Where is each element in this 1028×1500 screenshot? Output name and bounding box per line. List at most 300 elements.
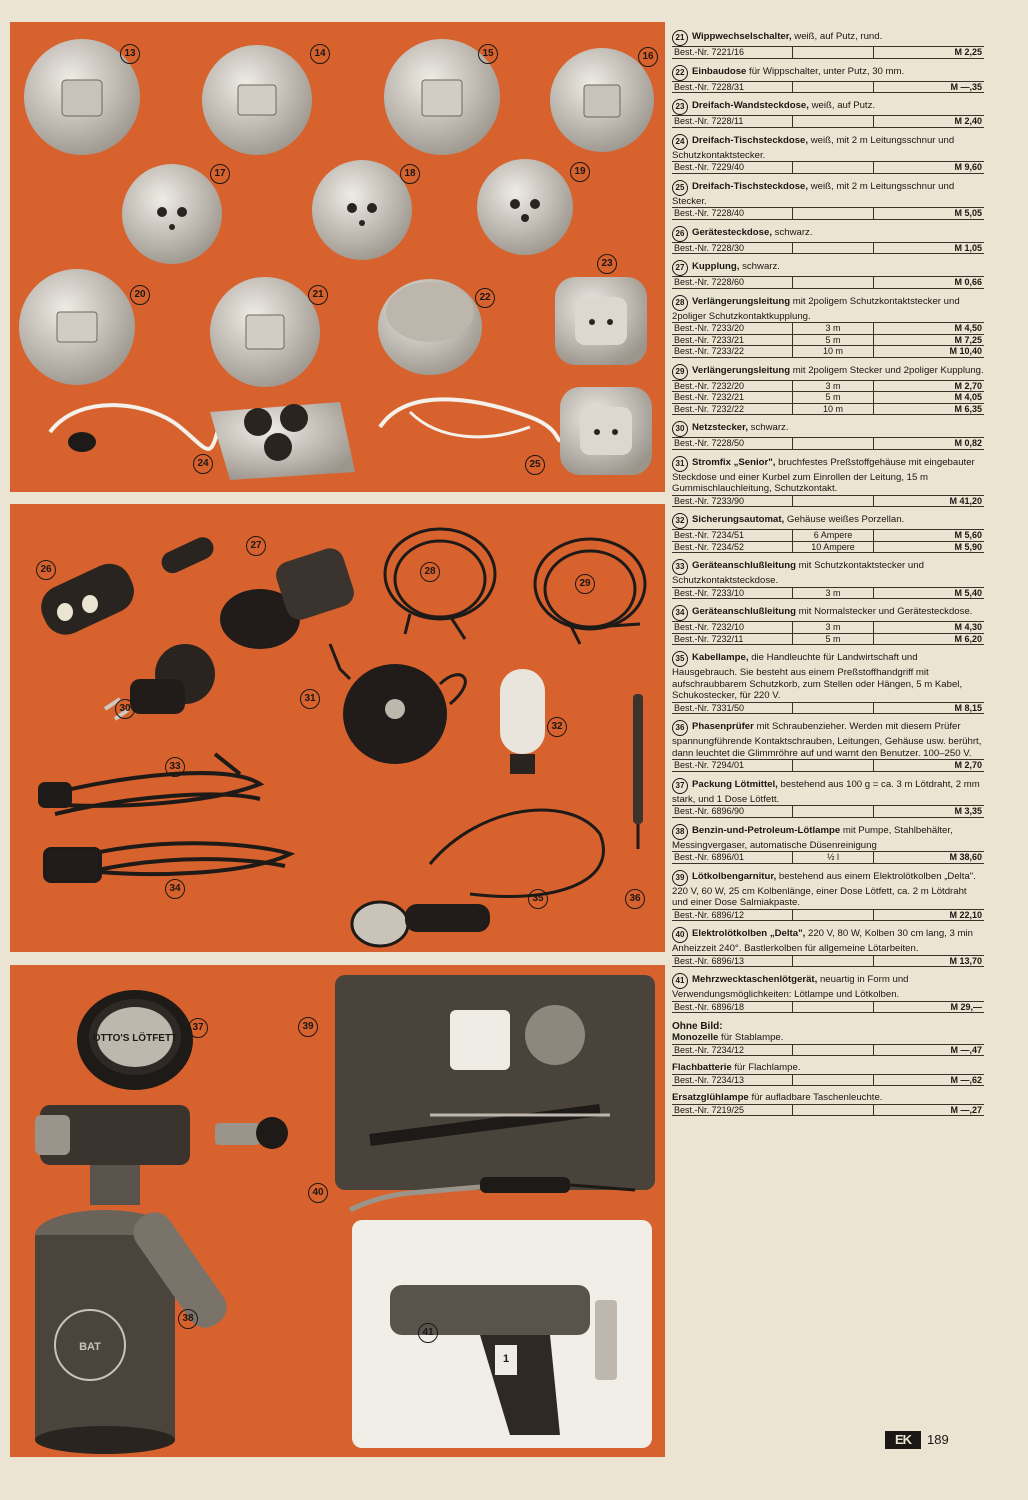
loetkolben-set-39 — [335, 975, 655, 1190]
svg-text:BAT: BAT — [79, 1341, 101, 1353]
catalog-entry — [672, 260, 984, 289]
order-variant — [792, 1045, 873, 1056]
order-number: Best.-Nr. 7331/50 — [674, 702, 745, 713]
entry-text: die Handleuchte für Landwirtschaft und Hausgebrauch. Sie besteht aus einem Preßstoffhandgriff mit aufschraubbarem Schutzkorb, zum Stellen oder Hängen, 5 m Kabel, Schukostecker, für 220 V. — [672, 652, 963, 701]
order-table — [672, 1074, 984, 1087]
photo-panel-soldering — [10, 965, 665, 1457]
entry-text: für Stablampe. — [718, 1032, 784, 1043]
kupplung-27 — [220, 545, 358, 649]
order-variant: ½ l — [792, 852, 873, 863]
order-table — [672, 207, 984, 220]
order-row — [672, 1001, 984, 1014]
order-number: Best.-Nr. 6896/18 — [674, 1001, 745, 1012]
entry-text: weiß, auf Putz. — [808, 100, 876, 111]
entry-number: 35 — [672, 651, 688, 667]
order-number: Best.-Nr. 7234/51 — [674, 530, 745, 540]
order-row — [672, 322, 984, 334]
order-number: Best.-Nr. 7228/60 — [674, 277, 745, 287]
order-number: Best.-Nr. 6896/01 — [674, 852, 745, 862]
order-table — [672, 587, 984, 600]
entry-number: 28 — [672, 295, 688, 311]
catalog-entry — [672, 559, 984, 599]
order-row — [672, 805, 984, 818]
figure-number: 28 — [420, 562, 440, 582]
figure-number: 38 — [178, 1309, 198, 1329]
entry-title: Dreifach-Tischsteckdose, — [692, 134, 809, 146]
cable-34 — [45, 843, 290, 881]
order-price: M —,62 — [873, 1075, 984, 1086]
order-number: Best.-Nr. 7234/13 — [674, 1074, 745, 1085]
entry-number: 34 — [672, 605, 688, 621]
entry-title: Ersatzglühlampe — [672, 1092, 749, 1103]
stromfix-31 — [330, 644, 465, 764]
figure-number: 26 — [36, 560, 56, 580]
order-row — [672, 161, 984, 174]
order-row — [672, 242, 984, 255]
figure-number: 31 — [300, 689, 320, 709]
catalog-entry — [672, 295, 984, 358]
entry-number: 37 — [672, 778, 688, 794]
entry-number: 39 — [672, 870, 688, 886]
entry-title: Packung Lötmittel, — [692, 778, 778, 790]
switch-20 — [19, 269, 135, 385]
entry-text: mit 2poligem Schutzkontaktstecker und 2poliger Schutzkontaktkupplung. — [672, 295, 960, 322]
order-price: M 22,10 — [873, 910, 984, 921]
entry-title: Benzin-und-Petroleum-Lötlampe — [692, 824, 841, 836]
catalog-entry — [672, 973, 984, 1013]
order-price: M 38,60 — [873, 852, 984, 863]
catalog-entry — [672, 651, 984, 714]
order-row — [672, 437, 984, 450]
order-variant — [792, 910, 873, 921]
figure-number: 19 — [570, 162, 590, 182]
entry-text: schwarz. — [739, 261, 780, 272]
order-number: Best.-Nr. 7228/31 — [674, 81, 745, 92]
catalog-entry — [672, 778, 984, 818]
order-price: M —,47 — [873, 1045, 984, 1056]
order-variant: 3 m — [792, 323, 873, 334]
entry-number: 33 — [672, 559, 688, 575]
taschenloetgeraet-41 — [352, 1220, 652, 1448]
socket-17 — [122, 164, 222, 264]
order-number: Best.-Nr. 7232/11 — [674, 633, 744, 644]
entry-text: 220 V, 80 W, Kolben 30 cm lang, 3 min Anheizzeit 240°. Bastlerkolben für allgemeine Lötarbeiten. — [672, 928, 973, 954]
entry-number: 31 — [672, 456, 688, 472]
order-row — [672, 334, 984, 346]
order-row — [672, 1044, 984, 1057]
entry-title: Kabellampe, — [692, 652, 749, 663]
figure-number: 30 — [115, 699, 135, 719]
order-price: M 3,35 — [873, 806, 984, 817]
order-price: M 6,35 — [873, 404, 984, 415]
order-number: Best.-Nr. 7228/11 — [674, 116, 744, 126]
order-variant: 10 m — [792, 404, 873, 415]
entry-description — [672, 180, 984, 208]
order-table — [672, 276, 984, 289]
order-price: M 5,05 — [873, 208, 984, 219]
order-table — [672, 495, 984, 508]
entry-text: weiß, mit 2 m Leitungsschnur und Schutzkontaktstecker. — [672, 134, 955, 161]
entry-description — [672, 295, 984, 323]
catalog-entry — [672, 1092, 984, 1116]
entry-title: Wippwechselschalter, — [692, 31, 792, 42]
figure-number: 37 — [188, 1018, 208, 1038]
order-row — [672, 702, 984, 715]
order-variant — [792, 1002, 873, 1013]
entry-description — [672, 870, 984, 909]
figure-number: 22 — [475, 288, 495, 308]
order-number: Best.-Nr. 7228/50 — [674, 438, 745, 448]
order-price: M 2,70 — [873, 381, 984, 392]
entry-number: 29 — [672, 364, 688, 380]
figure-number: 36 — [625, 889, 645, 909]
entry-description — [672, 513, 984, 529]
entry-number: 38 — [672, 824, 688, 840]
order-table — [672, 1001, 984, 1014]
entry-title: Verlängerungsleitung — [692, 364, 791, 376]
figure-number: 18 — [400, 164, 420, 184]
entry-text: bruchfestes Preßstoffgehäuse mit eingebauter Steckdose und einer Kurbel zum Einrollen der Leitung, 15 m Gummischlauchleitung, Schutzkontakt. — [672, 456, 975, 494]
entry-title: Monozelle — [672, 1032, 719, 1043]
order-price: M 10,40 — [873, 346, 984, 357]
figure-number: 41 — [418, 1323, 438, 1343]
page-number: 189 — [927, 1432, 949, 1447]
switch-16 — [550, 48, 654, 152]
order-number: Best.-Nr. 7219/25 — [674, 1104, 745, 1115]
order-price: M 7,25 — [873, 335, 984, 346]
entry-text: mit Normalstecker und Gerätesteckdose. — [795, 606, 973, 617]
entry-number: 24 — [672, 134, 688, 150]
order-number: Best.-Nr. 7233/21 — [674, 334, 745, 345]
order-number: Best.-Nr. 7232/22 — [674, 403, 745, 414]
order-price: M 4,50 — [873, 323, 984, 334]
catalog-entry — [672, 513, 984, 553]
entry-description — [672, 605, 984, 621]
order-variant — [792, 438, 873, 449]
order-number: Best.-Nr. 6896/12 — [674, 909, 745, 920]
ohne-bild-heading: Ohne Bild: — [672, 1021, 723, 1032]
figure-number: 33 — [165, 757, 185, 777]
order-variant — [792, 703, 873, 714]
order-variant: 3 m — [792, 622, 873, 633]
order-price: M 5,40 — [873, 588, 984, 599]
page-footer — [885, 1431, 949, 1449]
entry-text: bestehend aus 100 g = ca. 3 m Lötdraht, 2 mm stark, und 1 Dose Lötfett. — [672, 778, 980, 805]
entry-text: mit Pumpe, Stahlbehälter, Messingvergaser, automatische Düsenreinigung — [672, 824, 953, 851]
entry-description — [672, 226, 984, 242]
entry-description — [672, 134, 984, 162]
order-table — [672, 437, 984, 450]
order-variant — [792, 47, 873, 58]
order-number: Best.-Nr. 7234/12 — [674, 1044, 745, 1055]
entry-description — [672, 1062, 984, 1074]
order-variant — [792, 956, 873, 967]
catalog-entry — [672, 226, 984, 255]
order-variant — [792, 162, 873, 173]
entry-description — [672, 99, 984, 115]
photo-panel-switches-sockets — [10, 22, 665, 492]
figure-number: 32 — [547, 717, 567, 737]
entry-title: Phasenprüfer — [692, 721, 754, 732]
order-row — [672, 46, 984, 59]
soldering-illustration — [10, 965, 665, 1457]
order-row — [672, 495, 984, 508]
order-variant: 6 Ampere — [792, 530, 873, 541]
order-row — [672, 633, 984, 646]
order-row — [672, 380, 984, 392]
figure-number: 21 — [308, 285, 328, 305]
order-variant — [792, 277, 873, 288]
sicherung-32 — [500, 669, 545, 774]
figure-number: 23 — [597, 254, 617, 274]
figure-number: 17 — [210, 164, 230, 184]
figure-number: 29 — [575, 574, 595, 594]
kabellampe-35 — [352, 810, 603, 946]
order-price: M 0,66 — [873, 277, 984, 288]
entry-title: Einbaudose — [692, 65, 747, 77]
socket-18 — [312, 160, 412, 260]
catalog-entry — [672, 65, 984, 94]
order-number: Best.-Nr. 7232/21 — [674, 392, 745, 402]
cable-33 — [40, 754, 260, 814]
order-price: M 41,20 — [873, 496, 984, 507]
order-row — [672, 955, 984, 968]
entry-text: für aufladbare Taschenleuchte. — [748, 1092, 883, 1103]
entry-description — [672, 1092, 984, 1104]
entry-title: Sicherungsautomat, — [692, 514, 785, 525]
order-number: Best.-Nr. 7228/30 — [674, 242, 745, 253]
order-variant: 5 m — [792, 634, 873, 645]
order-number: Best.-Nr. 7233/20 — [674, 323, 745, 333]
order-number: Best.-Nr. 6896/90 — [674, 806, 745, 816]
catalog-entry — [672, 134, 984, 174]
order-table — [672, 161, 984, 174]
catalog-entry — [672, 456, 984, 508]
entry-number: 22 — [672, 65, 688, 81]
order-table — [672, 81, 984, 94]
entry-number: 30 — [672, 421, 688, 437]
entry-title: Lötkolbengarnitur, — [692, 870, 777, 882]
catalog-entry — [672, 927, 984, 967]
order-variant — [792, 496, 873, 507]
order-row — [672, 621, 984, 633]
box-22 — [378, 279, 482, 375]
entry-number: 23 — [672, 99, 688, 115]
order-price: M 6,20 — [873, 634, 984, 645]
order-price: M 4,05 — [873, 392, 984, 403]
entry-title: Gerätesteckdose, — [692, 226, 772, 238]
entry-number: 36 — [672, 720, 688, 736]
order-variant — [792, 116, 873, 127]
entry-number: 40 — [672, 927, 688, 943]
order-variant — [792, 806, 873, 817]
entry-number: 25 — [672, 180, 688, 196]
svg-text:OTTO'S LÖTFETT: OTTO'S LÖTFETT — [92, 1033, 178, 1044]
order-price: M —,27 — [873, 1105, 984, 1116]
order-table — [672, 955, 984, 968]
entry-description — [672, 651, 984, 702]
figure-number: 27 — [246, 536, 266, 556]
order-variant: 5 m — [792, 335, 873, 346]
entry-text: weiß, auf Putz, rund. — [791, 31, 883, 42]
catalog-entry — [672, 1032, 984, 1056]
order-number: Best.-Nr. 7233/90 — [674, 495, 745, 506]
entry-title: Stromfix „Senior", — [692, 456, 776, 468]
order-number: Best.-Nr. 7232/20 — [674, 380, 745, 391]
order-row — [672, 115, 984, 128]
figure-number: 35 — [528, 889, 548, 909]
order-variant — [792, 760, 873, 771]
entry-number: 21 — [672, 30, 688, 46]
price-listing — [672, 30, 984, 1122]
entry-description — [672, 824, 984, 852]
order-variant: 5 m — [792, 392, 873, 403]
entry-text: mit Schutzkontaktstecker und Schutzkontaktsteckdose. — [672, 560, 924, 586]
order-table — [672, 702, 984, 715]
catalog-entry — [672, 870, 984, 922]
figure-number: 13 — [120, 44, 140, 64]
figure-number: 14 — [310, 44, 330, 64]
entry-description — [672, 260, 984, 276]
catalog-entry — [672, 30, 984, 59]
figure-number: 25 — [525, 455, 545, 475]
catalog-entry — [672, 421, 984, 450]
order-variant — [792, 1075, 873, 1086]
figure-number: 20 — [130, 285, 150, 305]
order-price: M 0,82 — [873, 438, 984, 449]
order-number: Best.-Nr. 7234/52 — [674, 541, 745, 552]
loetlampe-38 — [35, 1105, 288, 1454]
order-row — [672, 759, 984, 772]
order-variant — [792, 243, 873, 254]
switches-sockets-illustration — [10, 22, 665, 492]
entry-description — [672, 456, 984, 495]
entry-description — [672, 927, 984, 955]
order-price: M 5,90 — [873, 542, 984, 553]
order-variant: 3 m — [792, 588, 873, 599]
order-row — [672, 587, 984, 600]
order-price: M 9,60 — [873, 162, 984, 173]
entry-description — [672, 778, 984, 806]
entry-title: Elektrolötkolben „Delta", — [692, 928, 806, 939]
order-table — [672, 242, 984, 255]
steckdose-26 — [34, 534, 217, 642]
order-row — [672, 1104, 984, 1117]
order-variant — [792, 208, 873, 219]
order-variant — [792, 82, 873, 93]
socket-23 — [555, 277, 647, 365]
order-number: Best.-Nr. 7294/01 — [674, 760, 745, 770]
photo-panel-cables-plugs — [10, 504, 665, 952]
order-variant — [792, 1105, 873, 1116]
entry-title: Geräteanschlußleitung — [692, 560, 796, 571]
order-number: Best.-Nr. 7233/10 — [674, 587, 745, 598]
socket-19 — [477, 159, 573, 255]
entry-text: weiß, mit 2 m Leitungsschnur und Stecker. — [672, 180, 955, 207]
order-number: Best.-Nr. 7233/22 — [674, 346, 745, 356]
catalog-entry — [672, 180, 984, 220]
entry-number: 32 — [672, 513, 688, 529]
entry-description — [672, 30, 984, 46]
entry-description — [672, 559, 984, 587]
order-number: Best.-Nr. 7229/40 — [674, 162, 745, 172]
order-price: M 29,— — [873, 1002, 984, 1013]
figure-number: 34 — [165, 879, 185, 899]
order-price: M 4,30 — [873, 622, 984, 633]
entry-text: schwarz. — [772, 226, 813, 238]
order-table — [672, 322, 984, 358]
entry-number: 26 — [672, 226, 688, 242]
switch-21 — [210, 277, 320, 387]
order-number: Best.-Nr. 7221/16 — [674, 47, 745, 57]
order-variant: 10 Ampere — [792, 542, 873, 553]
entry-number: 27 — [672, 260, 688, 276]
entry-text: neuartig in Form und Verwendungsmöglichkeiten: Lötlampe und Lötkolben. — [672, 974, 909, 1000]
figure-number: 40 — [308, 1183, 328, 1203]
svg-text:1: 1 — [502, 1353, 510, 1365]
order-row — [672, 529, 984, 541]
order-row — [672, 391, 984, 403]
figure-number: 15 — [478, 44, 498, 64]
order-row — [672, 207, 984, 220]
figure-number: 39 — [298, 1017, 318, 1037]
entry-title: Kupplung, — [692, 261, 740, 272]
entry-description — [672, 973, 984, 1001]
entry-description — [672, 720, 984, 759]
order-variant: 10 m — [792, 346, 873, 357]
order-table — [672, 805, 984, 818]
order-table — [672, 851, 984, 864]
order-table — [672, 529, 984, 553]
entry-text: bestehend aus einem Elektrolötkolben „Delta". 220 V, 60 W, 25 cm Kolbenlänge, einer Dose Lötfett, ca. 2 m Lötdraht und einer Dose Salmiakpaste. — [672, 870, 976, 908]
order-table — [672, 1044, 984, 1057]
order-price: M 2,25 — [873, 47, 984, 58]
entry-description — [672, 65, 984, 81]
entry-title: Mehrzwecktaschenlötgerät, — [692, 974, 818, 985]
entry-description — [672, 421, 984, 437]
order-row — [672, 1074, 984, 1087]
cable-28 — [385, 529, 495, 639]
order-price: M 8,15 — [873, 703, 984, 714]
catalog-logo: EK — [885, 1431, 921, 1449]
order-number: Best.-Nr. 6896/13 — [674, 955, 745, 966]
entry-text: schwarz. — [748, 422, 789, 433]
order-price: M —,35 — [873, 82, 984, 93]
figure-number: 16 — [638, 47, 658, 67]
catalog-entry — [672, 720, 984, 772]
loetfett-tin-37 — [77, 990, 193, 1090]
order-row — [672, 81, 984, 94]
catalog-entry — [672, 1062, 984, 1086]
entry-number: 41 — [672, 973, 688, 989]
order-row — [672, 851, 984, 864]
entry-description — [672, 1032, 984, 1044]
entry-text: mit 2poligem Stecker und 2poliger Kupplung. — [790, 364, 984, 376]
order-table — [672, 115, 984, 128]
entry-title: Geräteanschlußleitung — [692, 606, 796, 617]
pruefer-36 — [633, 694, 643, 849]
entry-description — [672, 364, 984, 380]
catalog-entry — [672, 364, 984, 416]
switch-14 — [202, 45, 312, 155]
order-number: Best.-Nr. 7228/40 — [674, 208, 745, 218]
order-table — [672, 380, 984, 416]
entry-text: mit Schraubenzieher. Werden mit diesem Prüfer spannungführende Kontaktschrauben, Leitungen, Gehäuse usw. berührt, dann leuchtet die Glimmröhre auf und warnt den Benutzer. 100–250 V. — [672, 721, 982, 759]
order-row — [672, 909, 984, 922]
entry-title: Flachbatterie — [672, 1062, 732, 1073]
order-row — [672, 403, 984, 416]
entry-text: für Flachlampe. — [731, 1062, 801, 1073]
